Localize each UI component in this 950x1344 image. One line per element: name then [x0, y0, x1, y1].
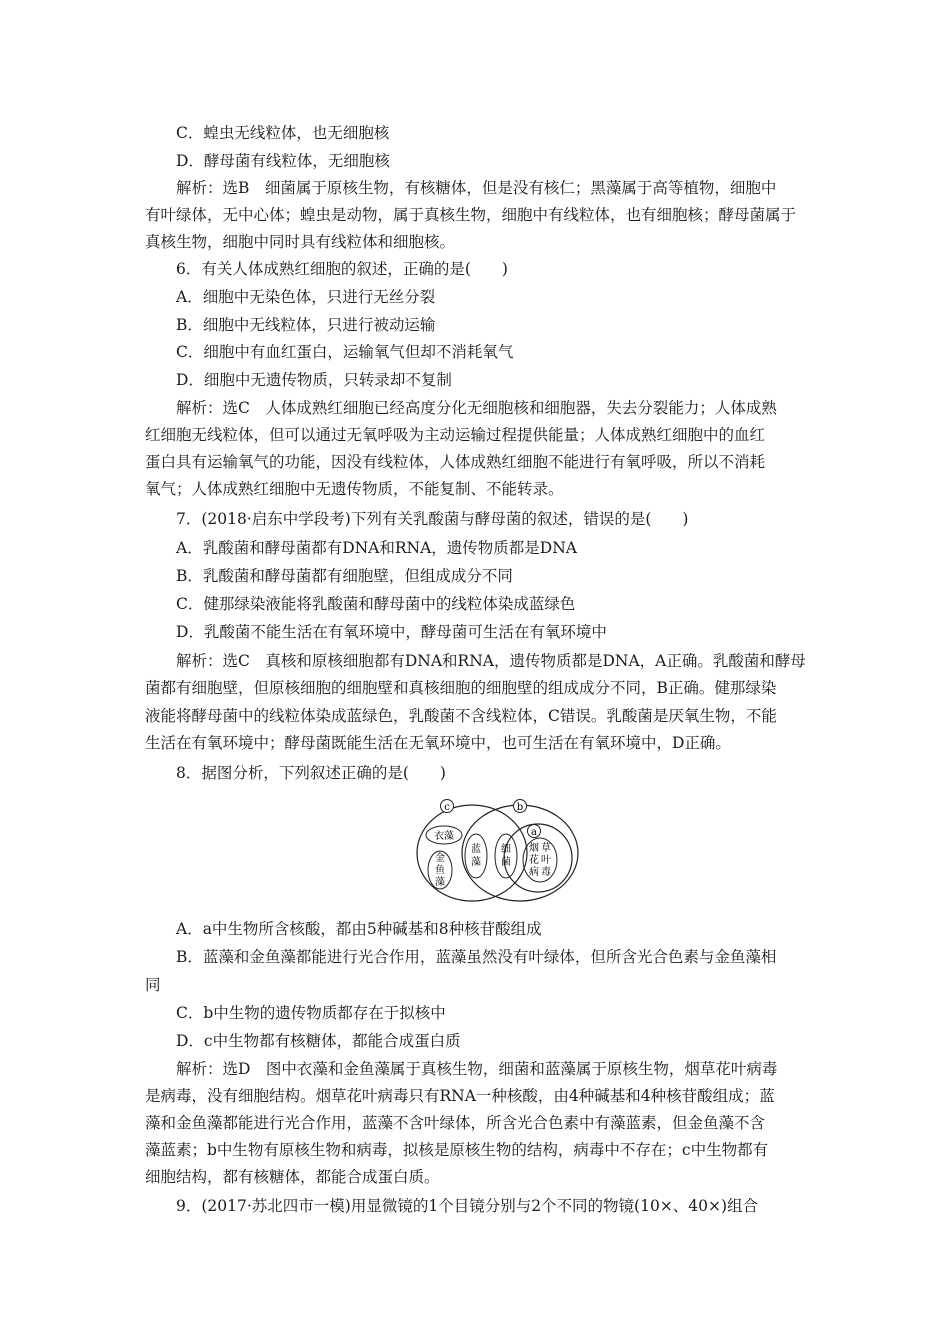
analysis-8-line-1: 解析：选D 图中衣藻和金鱼藻属于真核生物，细菌和蓝藻属于原核生物，烟草花叶病毒	[176, 1060, 778, 1078]
analysis-7-line-4: 生活在有氧环境中；酵母菌既能生活在无氧环境中，也可生活在有氧环境中，D正确。	[145, 734, 731, 752]
analysis-8-line-5: 细胞结构，都有核糖体，都能合成蛋白质。	[145, 1168, 440, 1186]
option-6a: A．细胞中无染色体，只进行无丝分裂	[176, 288, 436, 306]
tmv-char-3: 花	[529, 855, 539, 866]
analysis-6-line-1: 解析：选C 人体成熟红细胞已经高度分化无细胞核和细胞器，失去分裂能力；人体成熟	[176, 399, 777, 417]
question-9: 9．(2017·苏北四市一模)用显微镜的1个目镜分别与2个不同的物镜(10×、40×)组合	[176, 1197, 759, 1215]
analysis-8-line-3: 藻和金鱼藻都能进行光合作用，蓝藻不含叶绿体，所含光合色素中有藻蓝素，但金鱼藻不含	[145, 1114, 766, 1132]
venn-diagram	[412, 790, 582, 910]
option-6b: B．细胞中无线粒体，只进行被动运输	[176, 316, 436, 334]
analysis-5-line-1: 解析：选B 细菌属于原核生物，有核糖体，但是没有核仁；黑藻属于高等植物，细胞中	[176, 179, 777, 197]
option-5d: D．酵母菌有线粒体，无细胞核	[176, 152, 390, 170]
analysis-5-line-3: 真核生物，细胞中同时具有线粒体和细胞核。	[145, 233, 456, 251]
option-7d: D．乳酸菌不能生活在有氧环境中，酵母菌可生活在有氧环境中	[176, 623, 607, 641]
question-8: 8．据图分析，下列叙述正确的是( )	[176, 764, 446, 782]
lanzao-char-1: 蓝	[471, 844, 481, 855]
venn-diagram-svg	[412, 790, 582, 910]
analysis-6-line-2: 红细胞无线粒体，但可以通过无氧呼吸为主动运输过程提供能量；人体成熟红细胞中的血红	[145, 426, 766, 444]
question-6: 6．有关人体成熟红细胞的叙述，正确的是( )	[176, 260, 508, 278]
option-7a: A．乳酸菌和酵母菌都有DNA和RNA，遗传物质都是DNA	[176, 539, 577, 557]
jinyuzao-char-3: 藻	[435, 877, 445, 888]
label-c: c	[444, 802, 450, 813]
option-8c: C．b中生物的遗传物质都存在于拟核中	[176, 1004, 446, 1022]
option-8b-line-1: B．蓝藻和金鱼藻都能进行光合作用，蓝藻虽然没有叶绿体，但所含光合色素与金鱼藻相	[176, 948, 777, 966]
option-6c: C．细胞中有血红蛋白，运输氧气但却不消耗氧气	[176, 343, 514, 361]
analysis-8-line-2: 是病毒，没有细胞结构。烟草花叶病毒只有RNA一种核酸，由4种碱基和4种核苷酸组成；蓝	[145, 1087, 775, 1105]
lanzao-char-2: 藻	[471, 857, 481, 868]
option-6d: D．细胞中无遗传物质，只转录却不复制	[176, 371, 452, 389]
lanzao-oval	[465, 834, 487, 878]
tmv-char-1: 烟	[529, 843, 539, 854]
xijun-char-1: 细	[501, 844, 511, 855]
analysis-7-line-1: 解析：选C 真核和原核细胞都有DNA和RNA，遗传物质都是DNA，A正确。乳酸菌和酵母	[176, 652, 806, 670]
option-7c: C．健那绿染液能将乳酸菌和酵母菌中的线粒体染成蓝绿色	[176, 595, 576, 613]
option-8d: D．c中生物都有核糖体，都能合成蛋白质	[176, 1032, 461, 1050]
label-a: a	[531, 827, 537, 838]
tmv-char-6: 毒	[541, 867, 551, 878]
analysis-5-line-2: 有叶绿体，无中心体；蝗虫是动物，属于真核生物，细胞中有线粒体，也有细胞核；酵母菌属于	[145, 206, 797, 224]
jinyuzao-char-2: 鱼	[435, 865, 445, 876]
option-8b-line-2: 同	[145, 976, 161, 994]
jinyuzao-char-1: 金	[435, 853, 445, 864]
xijun-oval	[495, 834, 517, 878]
xijun-char-2: 菌	[501, 857, 511, 868]
analysis-8-line-4: 藻蓝素；b中生物有原核生物和病毒，拟核是原核生物的结构，病毒中不存在；c中生物都有	[145, 1141, 769, 1159]
analysis-7-line-3: 液能将酵母菌中的线粒体染成蓝绿色，乳酸菌不含线粒体，C错误。乳酸菌是厌氧生物，不能	[145, 707, 777, 725]
analysis-6-line-4: 氧气；人体成熟红细胞中无遗传物质，不能复制、不能转录。	[145, 480, 564, 498]
option-5c: C．蝗虫无线粒体，也无细胞核	[176, 124, 390, 142]
yizao-label: 衣藻	[434, 831, 454, 842]
option-7b: B．乳酸菌和酵母菌都有细胞壁，但组成成分不同	[176, 567, 513, 585]
label-b: b	[516, 802, 524, 813]
option-8a: A．a中生物所含核酸，都由5种碱基和8种核苷酸组成	[176, 920, 542, 938]
tmv-char-5: 病	[529, 867, 539, 878]
tmv-char-4: 叶	[541, 855, 551, 866]
analysis-6-line-3: 蛋白具有运输氧气的功能，因没有线粒体，人体成熟红细胞不能进行有氧呼吸，所以不消耗	[145, 453, 766, 471]
analysis-7-line-2: 菌都有细胞壁，但原核细胞的细胞壁和真核细胞的细胞壁的组成成分不同，B正确。健那绿染	[145, 679, 777, 697]
question-7: 7．(2018·启东中学段考)下列有关乳酸菌与酵母菌的叙述，错误的是( )	[176, 510, 689, 528]
tmv-char-2: 草	[541, 843, 551, 854]
